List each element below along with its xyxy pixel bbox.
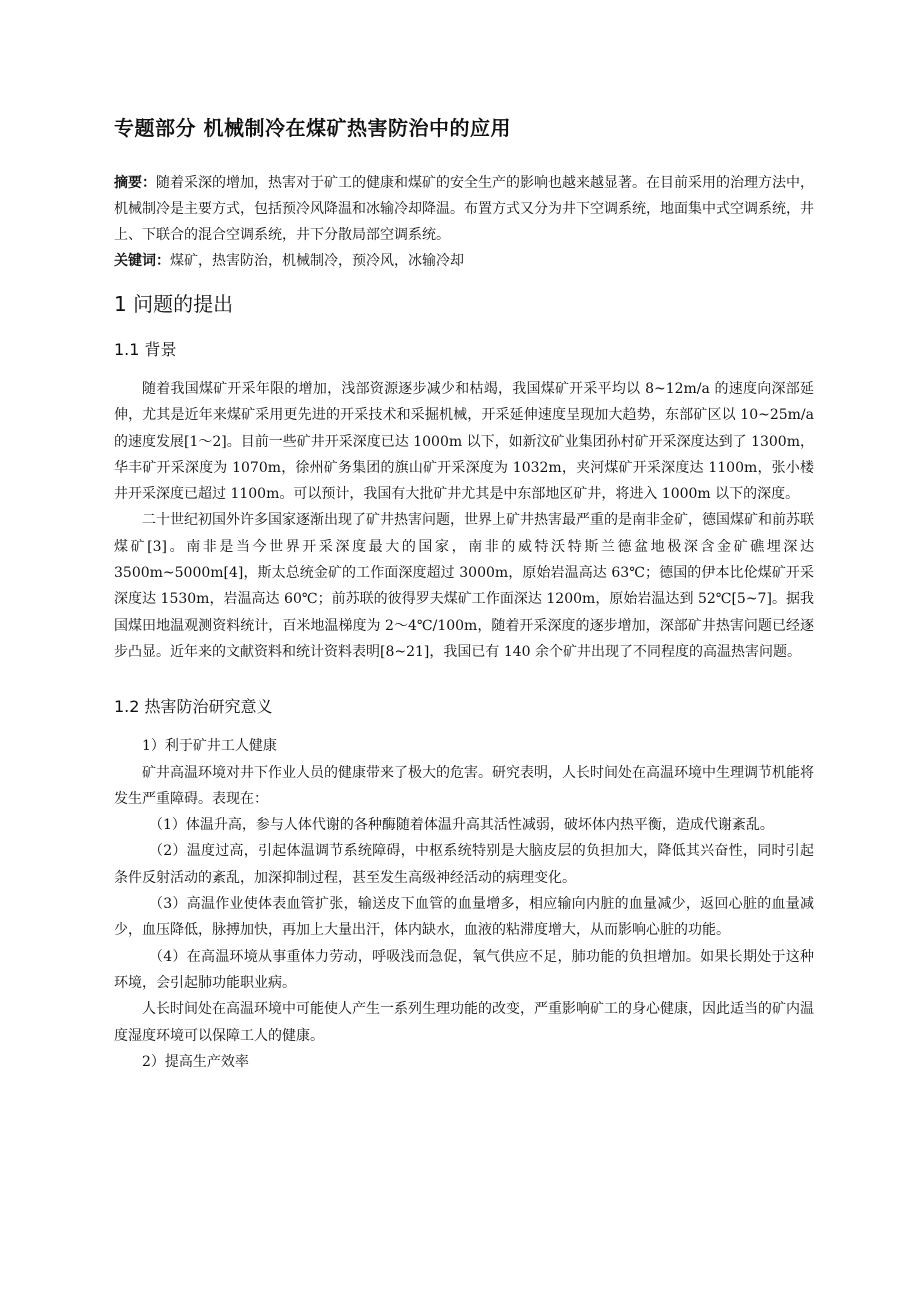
paragraph: 随着我国煤矿开采年限的增加，浅部资源逐步减少和枯竭，我国煤矿开采平均以 8~12m/a 的速度向深部延伸，尤其是近年来煤矿采用更先进的开采技术和采掘机械，开采延伸速度呈现加大趋势，东部矿区以 10~25m/a 的速度发展[1～2]。目前一些矿井开采深度已达 1000m 以下，如新汶矿业集团孙村矿开采深度达到了 1300m，华丰矿开采深度为 1070m，徐州矿务集团的旗山矿开采深度为 1032m，夹河煤矿开采深度达 1100m，张小楼井开采深度已超过 1100m。可以预计，我国有大批矿井尤其是中东部地区矿井，将进入 1000m 以下的深度。 [114, 381, 814, 503]
document-content [114, 112, 814, 1075]
section-1-2-body [114, 733, 814, 1075]
keywords-text: 煤矿，热害防治，机械制冷，预冷风，冰输冷却 [170, 253, 464, 269]
list-item: （4）在高温环境从事重体力劳动，呼吸浅而急促，氧气供应不足，肺功能的负担增加。如果长期处于这种环境，会引起肺功能职业病。 [114, 948, 814, 991]
paragraph: 二十世纪初国外许多国家逐渐出现了矿井热害问题，世界上矿井热害最严重的是南非金矿，德国煤矿和前苏联煤矿[3]。南非是当今世界开采深度最大的国家，南非的威特沃特斯兰德盆地极深含金矿礁埋深达 3500m~5000m[4]，斯太总统金矿的工作面深度超过 3000m，原始岩温高达 63℃；德国的伊本比伦煤矿开采深度达 1530m，岩温高达 60℃；前苏联的彼得罗夫煤矿工作面深达 1200m，原始岩温达到 52℃[5~7]。据我国煤田地温观测资料统计，百米地温梯度为 2～4℃/100m，随着开采深度的逐步增加，深部矿井热害问题已经逐步凸显。近年来的文献资料和统计资料表明[8~21]，我国已有 140 余个矿井出现了不同程度的高温热害问题。 [114, 512, 814, 660]
section-1-2-heading: 1.2 热害防治研究意义 [114, 697, 273, 717]
paragraph: 人长时间处在高温环境中可能使人产生一系列生理功能的改变，严重影响矿工的身心健康，因此适当的矿内温度湿度环境可以保障工人的健康。 [114, 1001, 814, 1044]
paragraph: 矿井高温环境对井下作业人员的健康带来了极大的危害。研究表明，人长时间处在高温环境中生理调节机能将发生严重障碍。表现在： [114, 764, 814, 807]
abstract-label: 摘要： [114, 175, 156, 191]
list-item: （3）高温作业使体表血管扩张，输送皮下血管的血量增多，相应输向内脏的血量减少，返回心脏的血量减少，血压降低，脉搏加快，再加上大量出汗，体内缺水，血液的粘滞度增大，从而影响心脏的功能。 [114, 896, 814, 939]
list-item-heading: 1）利于矿井工人健康 [142, 738, 277, 755]
section-1-1-body [114, 376, 814, 665]
page-title: 专题部分 机械制冷在煤矿热害防治中的应用 [114, 116, 511, 140]
keywords [114, 248, 814, 274]
section-1-heading: 1 问题的提出 [114, 292, 234, 316]
abstract [114, 170, 814, 248]
section-1-1-heading: 1.1 背景 [114, 340, 177, 359]
list-item: （2）温度过高，引起体温调节系统障碍，中枢系统特别是大脑皮层的负担加大，降低其兴奋性，同时引起条件反射活动的紊乱，加深抑制过程，甚至发生高级神经活动的病理变化。 [114, 843, 814, 886]
list-item-heading: 2）提高生产效率 [142, 1053, 249, 1070]
list-item: （1）体温升高，参与人体代谢的各种酶随着体温升高其活性减弱，破坏体内热平衡，造成代谢紊乱。 [149, 817, 774, 834]
abstract-text: 随着采深的增加，热害对于矿工的健康和煤矿的安全生产的影响也越来越显著。在目前采用的治理方法中，机械制冷是主要方式，包括预冷风降温和冰输冷却降温。布置方式又分为井下空调系统，地面集中式空调系统，井上、下联合的混合空调系统，井下分散局部空调系统。 [114, 175, 814, 243]
abstract-paragraph [114, 170, 814, 248]
keywords-label: 关键词： [114, 253, 170, 269]
